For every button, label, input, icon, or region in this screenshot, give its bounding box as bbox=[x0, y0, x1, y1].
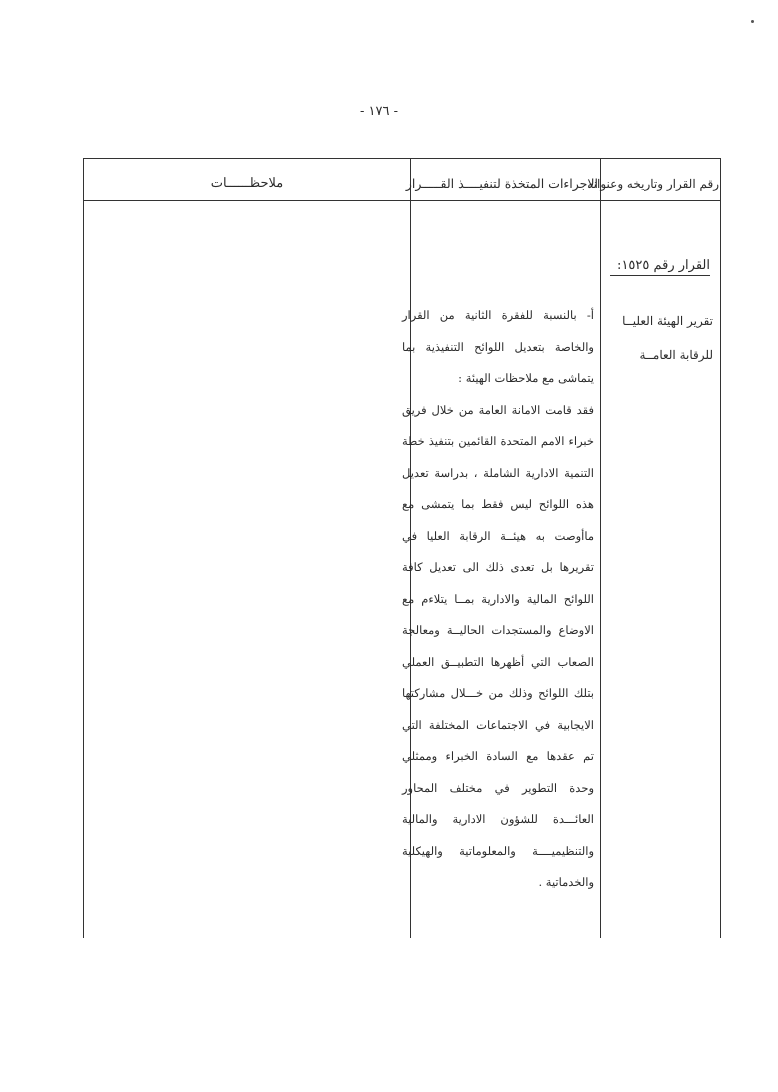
actions-text bbox=[402, 300, 594, 899]
column-divider-actions bbox=[600, 158, 601, 938]
page-number: - ١٧٦ - bbox=[360, 104, 399, 119]
header-actions: الاجراءات المتخذة لتنفيــــذ القـــــرار bbox=[405, 176, 598, 191]
actions-body: فقد قامت الامانة العامة من خلال فريق خبراء الامم المتحدة القائمين بتنفيذ خطة التنمية الادارية الشاملة ، بدراسة تعديل هذه اللوائح ليس فقط بما يتمشى مع ماأوصت به هيئــة الرقابة العليا في تقريرها بل تعدى ذلك الى تعديل كافة اللوائح المالية والادارية بمــا يتلاءم مع الاوضاع والمستجدات الحاليــة ومعالجة الصعاب التي أظهرها التطبيــق العملي بتلك اللوائح وذلك من خـــلال مشاركتها الايجابية في الاجتماعات المختلفة التي تم عقدها مع السادة الخبراء وممثلي وحدة التطوير في مختلف المحاور العائـــدة للشؤون الادارية والمالية والتنظيميــــة والمعلوماتية والهيكلية والخدماتية . bbox=[402, 402, 594, 889]
table-top-border bbox=[83, 158, 721, 159]
actions-intro: أ- بالنسبة للفقرة الثانية من القرار والخاصة بتعديل اللوائح التنفيذية بما يتماشى مع ملاحظات الهيئة : bbox=[402, 308, 594, 385]
table-right-border bbox=[720, 158, 721, 938]
table-left-border bbox=[83, 158, 84, 938]
scan-speck bbox=[751, 20, 754, 23]
decision-title: القرار رقم ١٥٢٥: bbox=[610, 258, 710, 276]
header-decision: رقم القرار وتاريخه وعنوانه bbox=[587, 177, 719, 191]
decision-subject: تقرير الهيئة العليــا للرقابة العامــة bbox=[622, 314, 713, 362]
header-notes: ملاحظــــــات bbox=[210, 176, 284, 191]
